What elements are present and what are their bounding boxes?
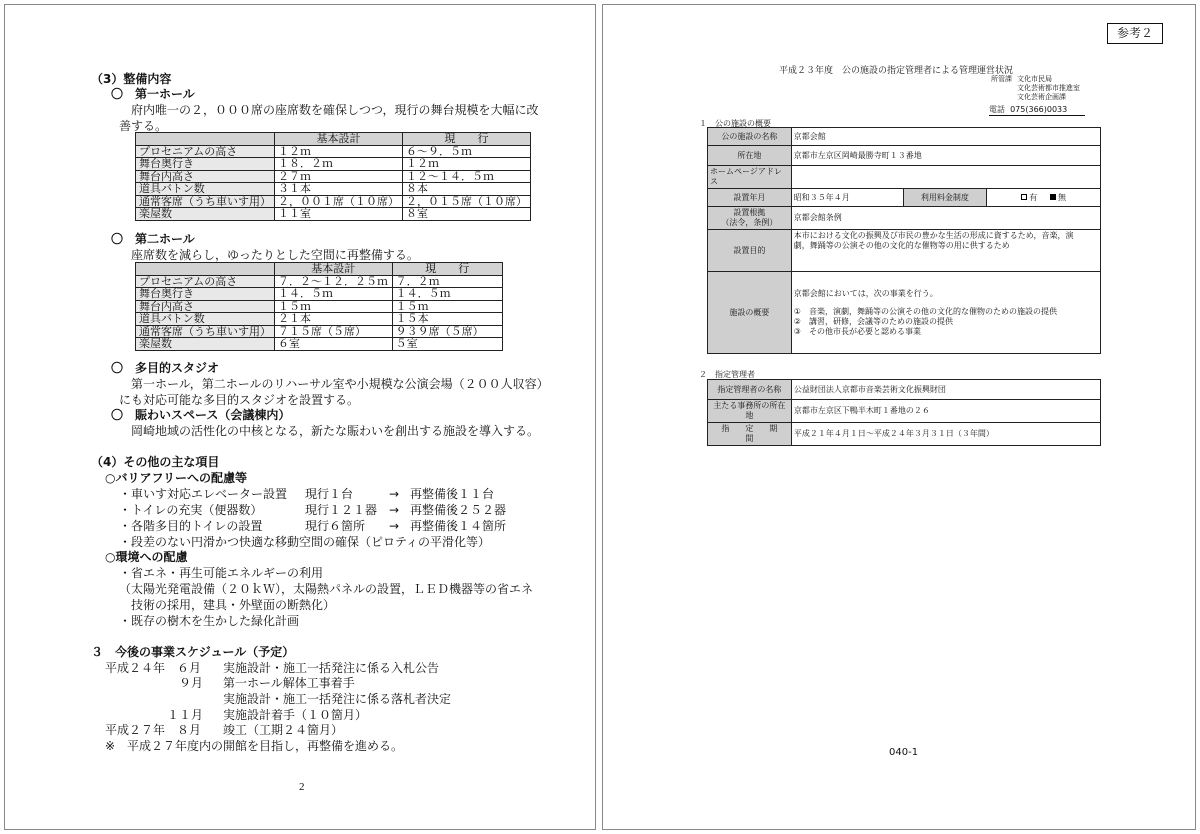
env-line-4: ・既存の樹木を生かした緑化計画 — [119, 614, 300, 628]
office-label: 主たる事務所の所在地 — [708, 400, 792, 423]
barrier-title: ○バリアフリーへの配慮等 — [105, 471, 247, 485]
section-2-title: ２ 指定管理者 — [699, 370, 755, 379]
arrow-icon: → — [389, 519, 400, 533]
table-row — [708, 380, 1101, 400]
basis-label — [708, 207, 792, 230]
office-address: 京都市左京区下鴨半木町１番地の２６ — [791, 400, 1100, 423]
phone-number: 075(366)0033 — [1010, 105, 1068, 114]
established-value: 昭和３５年４月 — [791, 189, 903, 207]
cell: １４．５ｍ — [392, 288, 502, 301]
barrier-item-now: 現行１台 — [305, 487, 354, 501]
facility-table — [707, 127, 1101, 354]
studio-desc-1: 第一ホール，第二ホールのリハーサル室や小規模な公演会場（２００人収容） — [131, 377, 549, 391]
cell: １１室 — [275, 208, 403, 221]
basis-value: 京都会館条例 — [791, 207, 1100, 230]
hall2-title-text: 第二ホール — [135, 232, 195, 246]
space-title-text: 賑わいスペース（会議棟内） — [135, 408, 291, 422]
cell: ７１５席（５席） — [275, 325, 393, 338]
fee-system-label: 利用料金制度 — [903, 189, 987, 207]
cell: ２，０１５席（１０席） — [403, 195, 531, 208]
row-label: 道具バトン数 — [136, 183, 275, 196]
checkbox-filled-icon — [1050, 194, 1056, 200]
header-cell — [136, 263, 275, 276]
table-row — [136, 145, 531, 158]
table-row — [136, 300, 503, 313]
barrier-item-after: 再整備後１１台 — [410, 487, 495, 501]
hall1-desc-1: 府内唯一の２，０００席の座席数を確保しつつ，現行の舞台規模を大幅に改 — [131, 103, 539, 117]
reference-badge: 参考２ — [1107, 23, 1163, 44]
cell: １２～１４．５ｍ — [403, 170, 531, 183]
cell: ５室 — [392, 338, 502, 351]
table-row — [708, 189, 1101, 207]
cell: １２ｍ — [403, 158, 531, 171]
table-row — [136, 170, 531, 183]
phone-label: 電話 — [989, 105, 1005, 114]
cell: ９３９席（５席） — [392, 325, 502, 338]
dept-label: 所管課 — [991, 75, 1012, 83]
table-row — [136, 275, 503, 288]
fee-yes-label: 有 — [1029, 192, 1038, 202]
barrier-item-after: 再整備後２５２器 — [410, 503, 507, 517]
table-row — [708, 423, 1101, 446]
facility-address: 京都市左京区岡崎最勝寺町１３番地 — [791, 146, 1100, 166]
schedule-text: 実施設計・施工一括発注に係る落札者決定 — [223, 692, 452, 706]
homepage-value — [791, 166, 1100, 189]
barrier-item-label: ・車いす対応エレベーター設置 — [119, 487, 288, 501]
cell: ７．２ｍ — [392, 275, 502, 288]
manager-name: 公益財団法人京都市音楽芸術文化振興財団 — [791, 380, 1100, 400]
page-number: 040-1 — [889, 747, 919, 758]
row-label: プロセニアムの高さ — [136, 275, 275, 288]
table-row — [136, 338, 503, 351]
header-cell: 現 行 — [392, 263, 502, 276]
table-header-row — [136, 263, 503, 276]
table-row — [708, 166, 1101, 189]
studio-desc-2: にも対応可能な多目的スタジオを設置する。 — [119, 393, 360, 407]
schedule-title: ３ 今後の事業スケジュール（予定） — [91, 645, 295, 659]
row-label: 舞台内高さ — [136, 170, 275, 183]
schedule-text: 竣工（工期２４箇月） — [223, 723, 344, 737]
left-page — [4, 4, 596, 830]
header-cell: 現 行 — [403, 133, 531, 146]
fee-system-value — [987, 189, 1101, 207]
row-label: プロセニアムの高さ — [136, 145, 275, 158]
cell: １５本 — [392, 313, 502, 326]
schedule-text: 第一ホール解体工事着手 — [223, 676, 355, 690]
overview-label: 施設の概要 — [708, 272, 792, 354]
hall1-title: 〇 第一ホール — [111, 87, 195, 101]
purpose-line-2: 劇，舞踊等の公演その他の文化的な催物等の用に供するため — [793, 241, 1010, 250]
header-cell — [136, 133, 275, 146]
cell: ２７ｍ — [275, 170, 403, 183]
header-cell: 基本設計 — [275, 133, 403, 146]
purpose-line-1: 本市における文化の振興及び市民の豊かな生活の形成に資するため，音楽，演 — [793, 231, 1074, 240]
table-row — [708, 207, 1101, 230]
row-label: 舞台奥行き — [136, 158, 275, 171]
table-row — [708, 400, 1101, 423]
barrier-item-now: 現行６箇所 — [305, 519, 366, 533]
section-4-title: （4）その他の主な項目 — [91, 455, 220, 469]
arrow-icon: → — [389, 503, 400, 517]
page-number: 2 — [299, 781, 305, 793]
env-line-1: ・省エネ・再生可能エネルギーの利用 — [119, 566, 324, 580]
schedule-date: １１月 — [167, 708, 204, 722]
env-line-3: 技術の採用，建具・外壁面の断熱化） — [131, 598, 336, 612]
dept-line: 文化芸術企画課 — [1017, 93, 1066, 101]
overview-item: ① 音楽，演劇，舞踊等の公演その他の文化的な催物のための施設の提供 — [793, 306, 1057, 316]
report-title: 平成２３年度 公の施設の指定管理者による管理運営状況 — [779, 66, 1014, 76]
hall1-desc-2: 善する。 — [119, 119, 168, 133]
row-label: 楽屋数 — [136, 208, 275, 221]
schedule-note: ※ 平成２７年度内の開館を目指し，再整備を進める。 — [105, 739, 404, 753]
homepage-label: ホームページアドレス — [708, 166, 792, 189]
cell: ２，００１席（１０席） — [275, 195, 403, 208]
table-row — [136, 158, 531, 171]
overview-item: ② 講習，研修，会議等のための施設の提供 — [793, 316, 953, 326]
checkbox-empty-icon — [1021, 194, 1027, 200]
row-label: 舞台内高さ — [136, 300, 275, 313]
table-row — [136, 288, 503, 301]
env-title: ○環境への配慮 — [105, 550, 188, 564]
row-label: 通常客席（うち車いす用） — [136, 195, 275, 208]
row-label: 道具バトン数 — [136, 313, 275, 326]
cell: ７．２～１２．２５ｍ — [275, 275, 393, 288]
table-row — [136, 183, 531, 196]
arrow-icon: → — [389, 487, 400, 501]
barrier-item-label: ・トイレの充実（便器数） — [119, 503, 263, 517]
hall2-desc: 座席数を減らし，ゆったりとした空間に再整備する。 — [131, 248, 419, 262]
table-row — [708, 230, 1101, 272]
row-label: 通常客席（うち車いす用） — [136, 325, 275, 338]
table-header-row — [136, 133, 531, 146]
row-label: 楽屋数 — [136, 338, 275, 351]
hall2-table — [135, 262, 503, 351]
purpose-value — [791, 230, 1100, 272]
facility-name: 京都会館 — [791, 128, 1100, 146]
section-3-title: （3）整備内容 — [91, 72, 172, 86]
schedule-date: ９月 — [179, 676, 204, 690]
section-1-title: １ 公の施設の概要 — [699, 119, 771, 128]
cell: １５ｍ — [275, 300, 393, 313]
established-label: 設置年月 — [708, 189, 792, 207]
studio-title: 〇 多目的スタジオ — [111, 361, 220, 375]
basis-label-2: （法令，条例） — [721, 218, 778, 227]
space-title: 〇 賑わいスペース（会議棟内） — [111, 408, 291, 422]
hall1-table — [135, 132, 531, 221]
dept-line: 文化芸術都市推進室 — [1017, 84, 1080, 92]
table-row — [136, 325, 503, 338]
manager-name-label: 指定管理者の名称 — [708, 380, 792, 400]
schedule-date: 平成２７年 ８月 — [105, 723, 202, 737]
schedule-text: 実施設計着手（１０箇月） — [223, 708, 368, 722]
cell: ６～９．５ｍ — [403, 145, 531, 158]
header-cell: 基本設計 — [275, 263, 393, 276]
hall1-title-text: 第一ホール — [135, 87, 195, 101]
overview-value — [791, 272, 1100, 354]
schedule-date: 平成２４年 ６月 — [105, 661, 202, 675]
cell: ３１本 — [275, 183, 403, 196]
period-value: 平成２１年４月１日～平成２４年３月３１日（３年間） — [791, 423, 1100, 446]
cell: １２ｍ — [275, 145, 403, 158]
facility-name-label: 公の施設の名称 — [708, 128, 792, 146]
phone-line — [989, 105, 1085, 116]
table-row — [136, 313, 503, 326]
table-row — [708, 128, 1101, 146]
studio-title-text: 多目的スタジオ — [135, 361, 220, 375]
table-row — [708, 272, 1101, 354]
cell: ８室 — [403, 208, 531, 221]
table-row — [136, 208, 531, 221]
cell: ２１本 — [275, 313, 393, 326]
overview-item: ③ その他市長が必要と認める事業 — [793, 326, 921, 336]
barrier-item-after: 再整備後１４箇所 — [410, 519, 507, 533]
period-label: 指 定 期 間 — [708, 423, 792, 446]
table-row — [136, 195, 531, 208]
barrier-item-label: ・各階多目的トイレの設置 — [119, 519, 263, 533]
fee-no-label: 無 — [1058, 192, 1066, 202]
facility-address-label: 所在地 — [708, 146, 792, 166]
basis-label-1: 設置根拠 — [733, 208, 766, 217]
env-line-2: （太陽光発電設備（２０ｋＷ），太陽熱パネルの設置，ＬＥＤ機器等の省エネ — [119, 582, 534, 596]
barrier-item-now: 現行１２１器 — [305, 503, 378, 517]
row-label: 舞台奥行き — [136, 288, 275, 301]
schedule-text: 実施設計・施工一括発注に係る入札公告 — [223, 661, 440, 675]
cell: １８．２ｍ — [275, 158, 403, 171]
purpose-label: 設置目的 — [708, 230, 792, 272]
manager-table — [707, 379, 1101, 446]
dept-line: 文化市民局 — [1017, 75, 1052, 83]
hall2-title: 〇 第二ホール — [111, 232, 195, 246]
overview-intro: 京都会館においては，次の事業を行う。 — [793, 288, 938, 298]
cell: １５ｍ — [392, 300, 502, 313]
cell: ６室 — [275, 338, 393, 351]
cell: １４．５ｍ — [275, 288, 393, 301]
table-row — [708, 146, 1101, 166]
right-page — [602, 4, 1196, 830]
space-desc: 岡崎地域の活性化の中核となる，新たな賑わいを創出する施設を導入する。 — [131, 424, 540, 438]
cell: ８本 — [403, 183, 531, 196]
barrier-extra: ・段差のない円滑かつ快適な移動空間の確保（ピロティの平滑化等） — [119, 535, 491, 549]
